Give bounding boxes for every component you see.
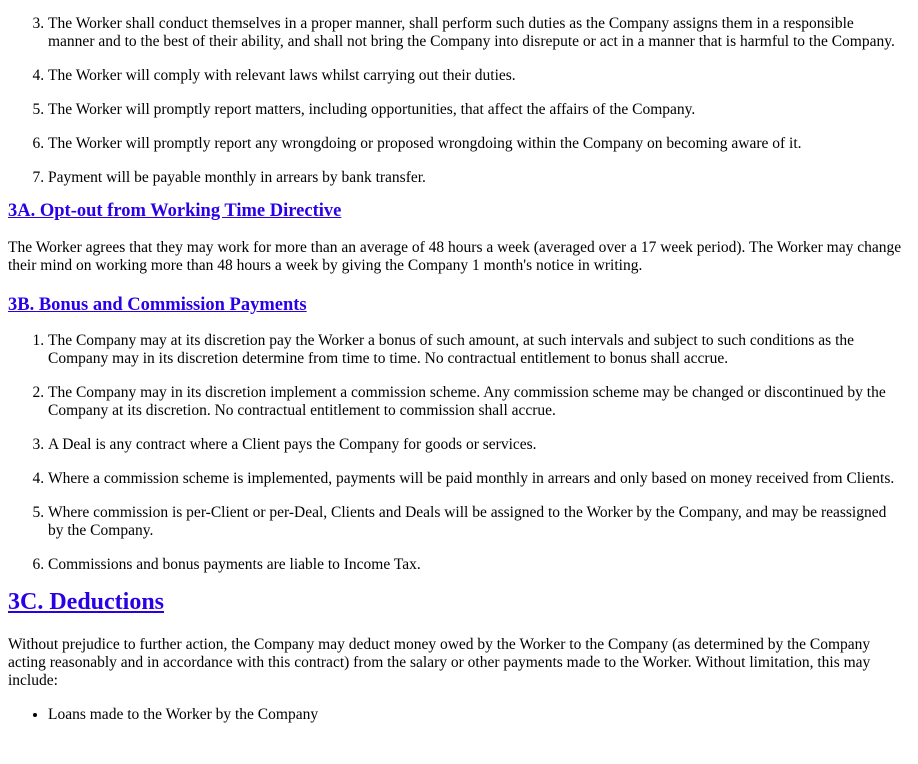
section-3c-heading-link[interactable]: 3C. Deductions xyxy=(8,589,165,615)
section-3b-heading xyxy=(0,294,918,316)
section-3c-heading xyxy=(0,588,918,616)
section-3c-item-1: • Loans made to the Worker by the Company xyxy=(48,706,898,724)
section-3b-item-1: 1. The Company may at its discretion pay the Worker a bonus of such amount, at such intervals and subject to such conditions as the Company may in its discretion determine from time to time. No contractual entitlement to bonus shall accrue. xyxy=(48,332,898,368)
section-3b-item-6: 6. Commissions and bonus payments are liable to Income Tax. xyxy=(48,556,898,574)
section-3b-heading-link[interactable]: 3B. Bonus and Commission Payments xyxy=(8,295,307,315)
section-3a-heading-link[interactable]: 3A. Opt-out from Working Time Directive xyxy=(8,201,342,221)
section-3-item-6: 6. The Worker will promptly report any wrongdoing or proposed wrongdoing within the Company on becoming aware of it. xyxy=(48,135,898,153)
section-3-list xyxy=(0,0,918,187)
section-3b-list xyxy=(0,332,918,574)
section-3a-heading xyxy=(0,200,918,222)
section-3b-item-3: 3. A Deal is any contract where a Client pays the Company for goods or services. xyxy=(48,436,898,454)
section-3a-paragraph: The Worker agrees that they may work for more than an average of 48 hours a week (averaged over a 17 week period). The Worker may change their mind on working more than 48 hours a week by giving the Company 1 month's notice in writing. xyxy=(8,239,902,274)
section-3b-item-4: 4. Where a commission scheme is implemented, payments will be paid monthly in arrears and only based on money received from Clients. xyxy=(48,470,898,488)
section-3b-item-5: 5. Where commission is per-Client or per-Deal, Clients and Deals will be assigned to the Worker by the Company, and may be reassigned by the Company. xyxy=(48,504,898,540)
section-3c-list xyxy=(0,706,918,724)
section-3-item-7: 7. Payment will be payable monthly in arrears by bank transfer. xyxy=(48,169,898,187)
section-3-item-5: 5. The Worker will promptly report matters, including opportunities, that affect the affairs of the Company. xyxy=(48,101,898,119)
section-3-item-3: 3. The Worker shall conduct themselves in a proper manner, shall perform such duties as the Company assigns them in a responsible manner and to the best of their ability, and shall not bring the Company into disrepute or act in a manner that is harmful to the Company. xyxy=(48,15,898,51)
section-3b-item-2: 2. The Company may in its discretion implement a commission scheme. Any commission scheme may be changed or discontinued by the Company at its discretion. No contractual entitlement to commission shall accrue. xyxy=(48,384,898,420)
section-3-item-4: 4. The Worker will comply with relevant laws whilst carrying out their duties. xyxy=(48,67,898,85)
section-3c-paragraph: Without prejudice to further action, the Company may deduct money owed by the Worker to the Company (as determined by the Company acting reasonably and in accordance with this contract) from the salary or other payments made to the Worker. Without limitation, this may include: xyxy=(8,636,871,689)
